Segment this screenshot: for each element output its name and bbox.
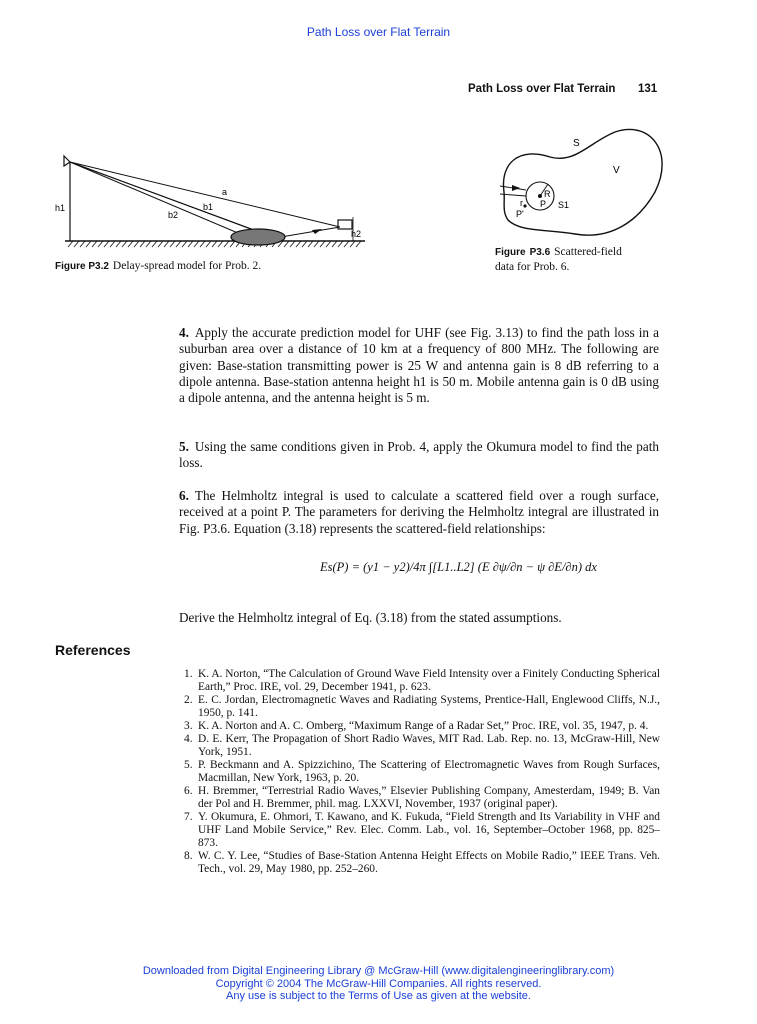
path-b1-incident xyxy=(70,162,245,236)
reference-item: 5. P. Beckmann and A. Spizzichino, The Scattering of Electromagnetic Waves from Rough Surfaces, Macmillan, New York, 1963, p. 20. xyxy=(184,759,660,784)
problem-4-number: 4. xyxy=(179,325,189,340)
figure-p3-6-number: P3.6 xyxy=(529,247,551,258)
problem-5-number: 5. xyxy=(179,439,189,454)
figure-p3-2-diagram xyxy=(50,150,380,255)
scattering-region xyxy=(231,229,285,245)
reference-item: 2. E. C. Jordan, Electromagnetic Waves and Radiating Systems, Prentice-Hall, Englewood Cliffs, N.J., 1950, p. 141. xyxy=(184,694,660,719)
problem-5-text: Using the same conditions given in Prob. 4, apply the Okumura model to find the path loss. xyxy=(179,439,659,471)
label-s1: S1 xyxy=(558,200,570,210)
equation-3-18: Es(P) = (y1 − y2)/4π ∫[L1..L2] (E ∂ψ/∂n − ψ ∂E/∂n) dx xyxy=(320,560,597,574)
label-b2: b2 xyxy=(168,210,179,220)
figure-p3-6-diagram xyxy=(490,122,670,247)
figure-p3-2-caption xyxy=(55,259,261,274)
problem-6-followup: Derive the Helmholtz integral of Eq. (3.18) from the stated assumptions. xyxy=(179,610,562,625)
direct-path-a xyxy=(70,162,340,227)
reference-item: 6. H. Bremmer, “Terrestrial Radio Waves,” Elsevier Publishing Company, Amesterdam, 1949; B. Van der Pol and H. Bremmer, phil. mag. LXXVI, November, 1937 (original paper). xyxy=(184,785,660,810)
surface-s-boundary xyxy=(503,129,662,235)
figure-p3-6-caption xyxy=(495,245,660,274)
label-v: V xyxy=(613,165,620,176)
reference-item: 4. D. E. Kerr, The Propagation of Short Radio Waves, MIT Rad. Lab. Rep. no. 13, McGraw-Hill, New York, 1951. xyxy=(184,733,660,758)
arrow-icon xyxy=(312,229,322,234)
base-station-antenna-icon xyxy=(64,156,70,166)
reference-item: 3. K. A. Norton and A. C. Omberg, “Maximum Range of a Radar Set,” Proc. IRE, vol. 35, 1947, p. 4. xyxy=(184,720,649,732)
mobile-unit-icon xyxy=(338,220,352,229)
label-h2: h2 xyxy=(351,229,362,239)
problem-6-text: The Helmholtz integral is used to calculate a scattered field over a rough surface, received at a point P. The parameters for deriving the Helmholtz integral are illustrated in Fig. P3.6. Equation (3.18) represents the scattered-field relationships: xyxy=(179,488,659,536)
label-p-prime: P' xyxy=(516,209,524,219)
label-p: P xyxy=(540,199,547,209)
footer[interactable] xyxy=(0,965,757,1003)
path-incident-3 xyxy=(70,162,275,238)
figure-p3-2-caption-text: Delay-spread model for Prob. 2. xyxy=(112,260,262,272)
reference-item: 8. W. C. Y. Lee, “Studies of Base-Station Antenna Height Effects on Mobile Radio,” IEEE Trans. Veh. Tech., vol. 29, May 1980, pp. 252–260. xyxy=(184,850,660,875)
label-h1: h1 xyxy=(55,203,66,213)
reference-item: 7. Y. Okumura, E. Ohmori, T. Kawano, and K. Fukuda, “Field Strength and Its Variability in VHF and UHF Land Mobile Service,” Rev. Elec. Comm. Lab., vol. 16, September–October 1968, pp. 825–873. xyxy=(184,811,660,849)
running-title: Path Loss over Flat Terrain xyxy=(468,83,616,95)
reference-item: 1. K. A. Norton, “The Calculation of Ground Wave Field Intensity over a Finitely Conducting Spherical Earth,” Proc. IRE, vol. 29, December 1941, p. 623. xyxy=(184,668,660,693)
figure-p3-6-caption-line2: data for Prob. 6. xyxy=(495,261,570,273)
point-p-prime xyxy=(523,204,526,207)
footer-line-2: Copyright © 2004 The McGraw-Hill Companies. All rights reserved. xyxy=(215,977,542,990)
references-list xyxy=(184,668,660,876)
figure-p3-2-label: Figure P3.2 xyxy=(55,261,109,272)
problem-4 xyxy=(179,325,659,406)
figure-p3-6-label: Figure xyxy=(495,247,526,258)
label-b1: b1 xyxy=(203,202,214,212)
top-link[interactable]: Path Loss over Flat Terrain xyxy=(306,25,451,39)
arrow-icon xyxy=(512,185,520,191)
problem-4-text: Apply the accurate prediction model for UHF (see Fig. 3.13) to find the path loss in a suburban area over a distance of 10 km at a frequency of 800 MHz. The following are given: Base-station transmitting power is 25 W and antenna gain is 8 dB referring to a dipole antenna. Base-station antenna height h1 is 50 m. Mobile antenna gain is 0 dB using a dipole antenna, and the antenna height is 5 m. xyxy=(179,325,659,406)
ground-hatching xyxy=(68,241,361,247)
label-s: S xyxy=(573,138,580,149)
label-r-lower: r xyxy=(520,198,523,208)
label-r-upper: R xyxy=(544,189,551,199)
references-heading: References xyxy=(55,642,131,658)
footer-line-1[interactable]: Downloaded from Digital Engineering Library @ McGraw-Hill (www.digitalengineeringlibrary.com) xyxy=(142,965,615,977)
figure-p3-6-caption-line1: Scattered-field xyxy=(554,246,622,258)
footer-line-3[interactable]: Any use is subject to the Terms of Use as given at the website. xyxy=(226,990,531,1002)
label-a: a xyxy=(222,187,228,197)
page-number: 131 xyxy=(638,83,658,95)
problem-6 xyxy=(179,488,659,537)
problem-5 xyxy=(179,439,659,472)
problem-6-number: 6. xyxy=(179,488,189,503)
